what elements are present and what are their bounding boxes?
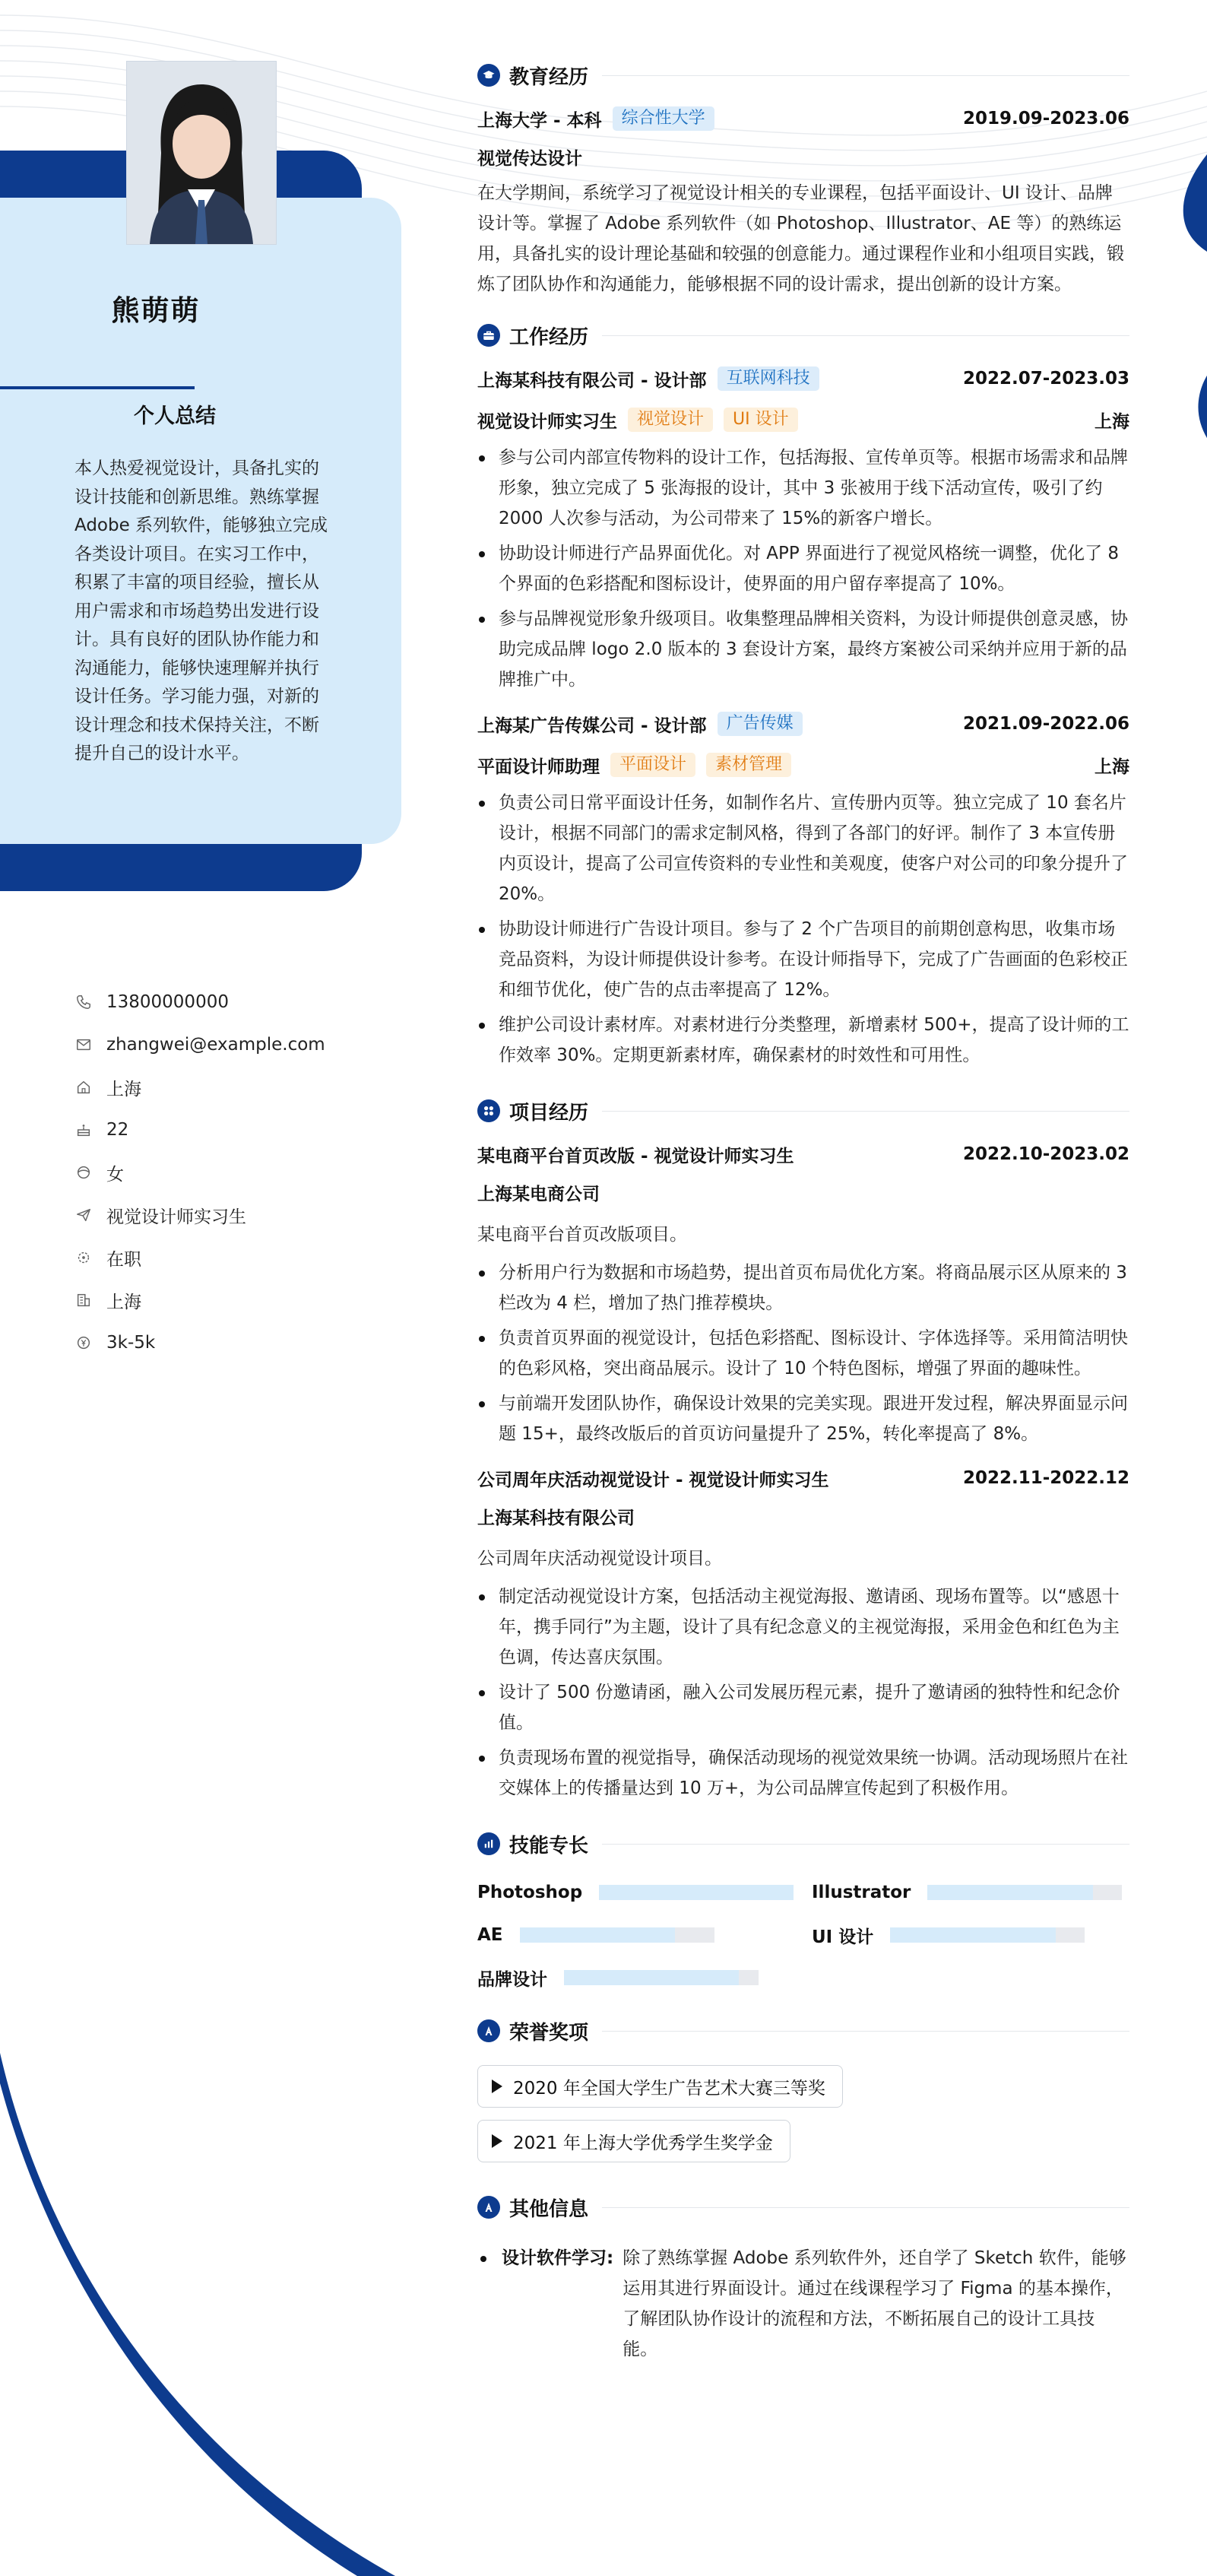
job-header [477, 709, 1129, 739]
project-item [477, 1139, 1129, 1449]
contact-salary [74, 1321, 348, 1364]
contact-status [74, 1236, 348, 1279]
skills-header [477, 1826, 1129, 1861]
education-header [477, 58, 1129, 93]
job-item [477, 363, 1129, 695]
contact-status-value: 在职 [106, 1249, 141, 1270]
job-skill-tag: 平面设计 [610, 753, 695, 777]
job-location: 上海 [1095, 411, 1129, 432]
education-row [477, 103, 1129, 134]
school-tag: 综合性大学 [613, 106, 714, 131]
section-divider [602, 2031, 1129, 2032]
section-divider [602, 1844, 1129, 1845]
project-intro: 某电商平台首页改版项目。 [477, 1225, 687, 1245]
other-section [477, 2190, 1129, 2365]
contact-city [74, 1279, 348, 1321]
project-name: 某电商平台首页改版 - 视觉设计师实习生 [477, 1146, 794, 1166]
list-item: 协助设计师进行广告设计项目。参与了 2 个广告项目的前期创意构思，收集市场竞品资料，为设计师提供设计参考。在设计师指导下，完成了广告画面的色彩校正和细节优化，使广告的点击率提高了 12%。 [477, 914, 1129, 1005]
job-header [477, 363, 1129, 394]
contact-city-value: 上海 [106, 1292, 141, 1312]
project-header [477, 1463, 1129, 1493]
skill-bar [927, 1885, 1122, 1900]
projects-header [477, 1093, 1129, 1128]
awards-header [477, 2013, 1129, 2048]
list-item: 参与公司内部宣传物料的设计工作，包括海报、宣传单页等。根据市场需求和品牌形象，独立完成了 5 张海报的设计，其中 3 张被用于线下活动宣传，吸引了约 2000 人次参与活动，为公司带来了 15%的新客户增长。 [477, 443, 1129, 534]
building-icon [74, 1291, 93, 1309]
awards-list [477, 2065, 1129, 2175]
contact-list [74, 981, 348, 1364]
skill-bar-fill [890, 1927, 1056, 1943]
contact-gender [74, 1151, 348, 1194]
skill-bar-fill [599, 1885, 794, 1900]
project-org: 上海某电商公司 [477, 1185, 600, 1204]
gender-icon [74, 1163, 93, 1182]
bar-chart-icon [477, 1832, 500, 1855]
award-item [477, 2120, 790, 2162]
status-icon [74, 1248, 93, 1267]
summary-divider [0, 386, 195, 389]
contact-home [74, 1066, 348, 1109]
awards-title: 荣誉奖项 [509, 2021, 589, 2045]
cake-icon [74, 1121, 93, 1139]
skills-title: 技能专长 [509, 1834, 589, 1857]
skill-item [477, 1965, 812, 1991]
other-title: 其他信息 [509, 2197, 589, 2221]
project-org: 上海某科技有限公司 [477, 1508, 635, 1528]
play-icon [492, 2080, 502, 2093]
grid-icon [477, 1099, 500, 1122]
list-item: 协助设计师进行产品界面优化。对 APP 界面进行了视觉风格统一调整，优化了 8 个界面的色彩搭配和图标设计，使界面的用户留存率提高了 10%。 [477, 538, 1129, 599]
education-date: 2019.09-2023.06 [962, 109, 1129, 128]
contact-job-target-value: 视觉设计师实习生 [106, 1207, 246, 1227]
skill-bar-fill [927, 1885, 1093, 1900]
work-header [477, 318, 1129, 353]
skill-bar [520, 1927, 714, 1943]
skills-grid [477, 1880, 1129, 1991]
school-name: 上海大学 - 本科 [477, 110, 602, 131]
project-date: 2022.10-2023.02 [962, 1144, 1129, 1164]
job-bullets [477, 443, 1129, 695]
briefcase-icon [477, 324, 500, 347]
skill-bar-fill [520, 1927, 676, 1943]
other-label: 设计软件学习: [477, 2243, 613, 2365]
contact-email-value: zhangwei@example.com [106, 1035, 325, 1055]
list-item: 维护公司设计素材库。对素材进行分类整理，新增素材 500+，提高了设计师的工作效率 30%。定期更新素材库，确保素材的时效性和可用性。 [477, 1010, 1129, 1071]
section-divider [602, 335, 1129, 336]
skill-name: Illustrator [812, 1883, 911, 1902]
decorative-blob [1131, 106, 1207, 471]
award-icon [477, 2019, 500, 2042]
job-location: 上海 [1095, 757, 1129, 777]
mail-icon [74, 1036, 93, 1054]
contact-age [74, 1109, 348, 1151]
job-skill-tag: 视觉设计 [628, 408, 713, 432]
job-industry-tag: 互联网科技 [718, 366, 819, 391]
skill-name: UI 设计 [812, 1927, 874, 1947]
project-date: 2022.11-2022.12 [962, 1468, 1129, 1488]
skill-bar [890, 1927, 1085, 1943]
award-text: 2021 年上海大学优秀学生奖学金 [513, 2133, 773, 2153]
other-header [477, 2190, 1129, 2225]
skill-name: AE [477, 1925, 503, 1945]
job-role: 视觉设计师实习生 [477, 411, 617, 432]
job-company: 上海某广告传媒公司 - 设计部 [477, 715, 707, 736]
work-section [477, 318, 1129, 1071]
project-bullets [477, 1258, 1129, 1449]
list-item: 设计了 500 份邀请函，融入公司发展历程元素，提升了邀请函的独特性和纪念价值。 [477, 1677, 1129, 1738]
project-name: 公司周年庆活动视觉设计 - 视觉设计师实习生 [477, 1470, 829, 1490]
project-bullets [477, 1581, 1129, 1804]
main-content [477, 58, 1129, 2365]
skills-section [477, 1826, 1129, 1991]
other-item [477, 2243, 1129, 2365]
play-icon [492, 2134, 502, 2148]
list-item: 与前端开发团队协作，确保设计效果的完美实现。跟进开发过程，解决界面显示问题 15+，最终改版后的首页访问量提升了 25%，转化率提高了 8%。 [477, 1388, 1129, 1449]
projects-title: 项目经历 [509, 1101, 589, 1125]
send-icon [74, 1206, 93, 1224]
contact-email [74, 1023, 348, 1066]
contact-phone-value: 13800000000 [106, 992, 229, 1012]
skill-item [477, 1922, 812, 1948]
contact-age-value: 22 [106, 1120, 129, 1140]
decorative-arc [0, 2053, 395, 2576]
project-item [477, 1463, 1129, 1804]
section-divider [602, 1111, 1129, 1112]
skill-name: Photoshop [477, 1883, 583, 1902]
salary-icon [74, 1334, 93, 1352]
projects-section [477, 1093, 1129, 1804]
job-role-row [477, 750, 1129, 780]
skill-bar [564, 1970, 759, 1985]
skill-name: 品牌设计 [477, 1969, 547, 1990]
awards-section [477, 2013, 1129, 2175]
work-title: 工作经历 [509, 325, 589, 349]
list-item: 分析用户行为数据和市场趋势，提出首页布局优化方案。将商品展示区从原来的 3 栏改为 4 栏，增加了热门推荐模块。 [477, 1258, 1129, 1318]
list-item: 制定活动视觉设计方案，包括活动主视觉海报、邀请函、现场布置等。以“感恩十年，携手同行”为主题，设计了具有纪念意义的主视觉海报，采用金色和红色为主色调，传达喜庆氛围。 [477, 1581, 1129, 1673]
job-role: 平面设计师助理 [477, 757, 600, 777]
project-intro: 公司周年庆活动视觉设计项目。 [477, 1549, 722, 1569]
education-section [477, 58, 1129, 300]
skill-item [812, 1880, 1131, 1905]
graduation-cap-icon [477, 64, 500, 87]
award-item [477, 2065, 843, 2108]
job-bullets [477, 788, 1129, 1071]
other-text: 除了熟练掌握 Adobe 系列软件外，还自学了 Sketch 软件，能够运用其进行界面设计。通过在线课程学习了 Figma 的基本操作，了解团队协作设计的流程和方法，不断拓展自己的设计工具技能。 [623, 2248, 1126, 2359]
job-skill-tag: UI 设计 [724, 408, 798, 432]
list-item: 参与品牌视觉形象升级项目。收集整理品牌相关资料，为设计师提供创意灵感，协助完成品牌 logo 2.0 版本的 3 套设计方案，最终方案被公司采纳并应用于新的品牌推广中。 [477, 604, 1129, 695]
job-role-row [477, 404, 1129, 435]
avatar-illustration [127, 62, 276, 244]
skill-bar [599, 1885, 794, 1900]
contact-salary-value: 3k-5k [106, 1333, 156, 1353]
list-item: 负责公司日常平面设计任务，如制作名片、宣传册内页等。独立完成了 10 套名片设计，根据不同部门的需求定制风格，得到了各部门的好评。制作了 3 本宣传册内页设计，提高了公司宣传资料的专业性和美观度，使客户对公司的印象分提升了 20%。 [477, 788, 1129, 909]
avatar [126, 61, 277, 245]
skill-item [812, 1922, 1131, 1948]
contact-home-value: 上海 [106, 1079, 141, 1099]
job-date: 2021.09-2022.06 [962, 714, 1129, 734]
job-date: 2022.07-2023.03 [962, 369, 1129, 389]
award-text: 2020 年全国大学生广告艺术大赛三等奖 [513, 2078, 825, 2099]
job-item [477, 709, 1129, 1071]
summary-text: 本人热爱视觉设计，具备扎实的设计技能和创新思维。熟练掌握 Adobe 系列软件，能够独立完成各类设计项目。在实习工作中，积累了丰富的项目经验，擅长从用户需求和市场趋势出发进行设计。具有良好的团队协作能力和沟通能力，能够快速理解并执行设计任务。学习能力强，对新的设计理念和技术保持关注，不断提升自己的设计水平。 [74, 458, 328, 763]
job-company: 上海某科技有限公司 - 设计部 [477, 370, 707, 391]
contact-phone [74, 981, 348, 1023]
list-item: 负责首页界面的视觉设计，包括色彩搭配、图标设计、字体选择等。采用简洁明快的色彩风格，突出商品展示。设计了 10 个特色图标，增强了界面的趣味性。 [477, 1323, 1129, 1384]
contact-gender-value: 女 [106, 1164, 124, 1185]
job-skill-tag: 素材管理 [706, 753, 791, 777]
section-divider [602, 75, 1129, 76]
person-name: 熊萌萌 [111, 294, 201, 327]
home-icon [74, 1078, 93, 1096]
contact-job-target [74, 1194, 348, 1236]
skill-item [477, 1880, 812, 1905]
major: 视觉传达设计 [477, 149, 582, 169]
education-title: 教育经历 [509, 65, 589, 89]
skill-bar-fill [564, 1970, 739, 1985]
project-header [477, 1139, 1129, 1169]
info-icon [477, 2196, 500, 2219]
education-desc: 在大学期间，系统学习了视觉设计相关的专业课程，包括平面设计、UI 设计、品牌设计等。掌握了 Adobe 系列软件（如 Photoshop、Illustrator、AE 等）的熟练运用，具备扎实的设计理论基础和较强的创意能力。通过课程作业和小组项目实践，锻炼了团队协作和沟通能力，能够根据不同的设计需求，提出创新的设计方案。 [477, 183, 1124, 294]
phone-icon [74, 993, 93, 1011]
list-item: 负责现场布置的视觉指导，确保活动现场的视觉效果统一协调。活动现场照片在社交媒体上的传播量达到 10 万+，为公司品牌宣传起到了积极作用。 [477, 1743, 1129, 1804]
summary-title: 个人总结 [134, 404, 216, 428]
section-divider [602, 2207, 1129, 2208]
job-industry-tag: 广告传媒 [718, 712, 803, 736]
